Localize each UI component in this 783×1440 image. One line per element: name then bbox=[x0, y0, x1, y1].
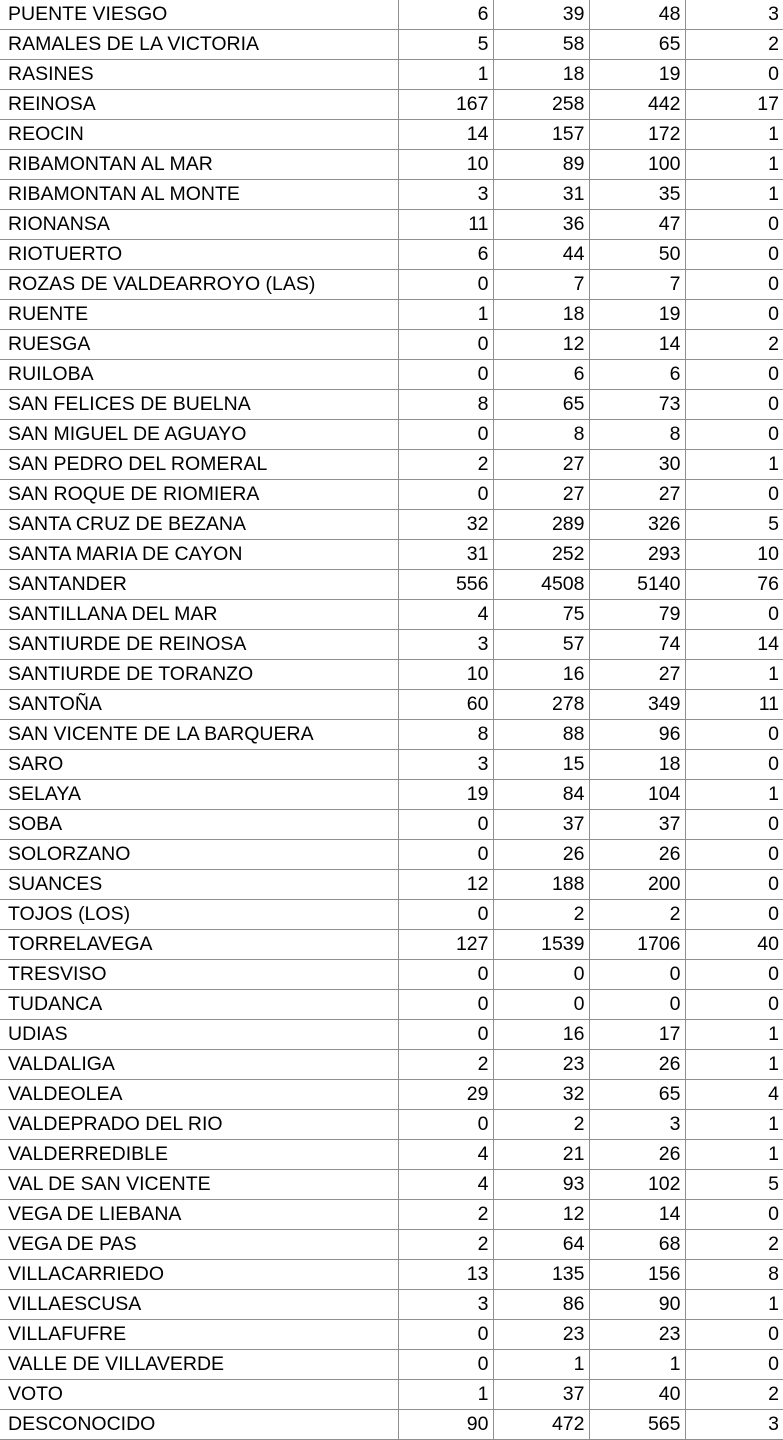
value-cell-col-4[interactable]: 2 bbox=[685, 330, 783, 360]
municipality-cell[interactable]: REINOSA bbox=[0, 90, 398, 120]
value-cell-col-2[interactable]: 37 bbox=[493, 1380, 589, 1410]
value-cell-col-4[interactable]: 4 bbox=[685, 1080, 783, 1110]
value-cell-col-1[interactable]: 3 bbox=[398, 180, 493, 210]
value-cell-col-4[interactable]: 0 bbox=[685, 60, 783, 90]
value-cell-col-2[interactable]: 26 bbox=[493, 840, 589, 870]
value-cell-col-3[interactable]: 48 bbox=[589, 0, 685, 30]
table-row[interactable] bbox=[0, 300, 783, 330]
value-cell-col-4[interactable]: 0 bbox=[685, 900, 783, 930]
municipality-cell[interactable]: VAL DE SAN VICENTE bbox=[0, 1170, 398, 1200]
table-row[interactable] bbox=[0, 1140, 783, 1170]
value-cell-col-2[interactable]: 37 bbox=[493, 810, 589, 840]
value-cell-col-2[interactable]: 278 bbox=[493, 690, 589, 720]
table-row[interactable] bbox=[0, 990, 783, 1020]
value-cell-col-3[interactable]: 26 bbox=[589, 840, 685, 870]
value-cell-col-1[interactable]: 2 bbox=[398, 1050, 493, 1080]
value-cell-col-4[interactable]: 1 bbox=[685, 1020, 783, 1050]
value-cell-col-3[interactable]: 79 bbox=[589, 600, 685, 630]
value-cell-col-3[interactable]: 14 bbox=[589, 330, 685, 360]
value-cell-col-2[interactable]: 252 bbox=[493, 540, 589, 570]
value-cell-col-2[interactable]: 2 bbox=[493, 1110, 589, 1140]
value-cell-col-4[interactable]: 2 bbox=[685, 1230, 783, 1260]
value-cell-col-4[interactable]: 1 bbox=[685, 1050, 783, 1080]
table-row[interactable] bbox=[0, 1200, 783, 1230]
municipality-cell[interactable]: VALLE DE VILLAVERDE bbox=[0, 1350, 398, 1380]
table-row[interactable] bbox=[0, 330, 783, 360]
municipality-cell[interactable]: VALDEPRADO DEL RIO bbox=[0, 1110, 398, 1140]
value-cell-col-3[interactable]: 27 bbox=[589, 480, 685, 510]
municipality-cell[interactable]: VEGA DE PAS bbox=[0, 1230, 398, 1260]
table-row[interactable] bbox=[0, 420, 783, 450]
municipality-cell[interactable]: SANTILLANA DEL MAR bbox=[0, 600, 398, 630]
value-cell-col-1[interactable]: 4 bbox=[398, 600, 493, 630]
value-cell-col-1[interactable]: 6 bbox=[398, 0, 493, 30]
municipality-cell[interactable]: SOLORZANO bbox=[0, 840, 398, 870]
value-cell-col-4[interactable]: 5 bbox=[685, 510, 783, 540]
municipality-cell[interactable]: RIONANSA bbox=[0, 210, 398, 240]
municipality-cell[interactable]: VOTO bbox=[0, 1380, 398, 1410]
value-cell-col-4[interactable]: 0 bbox=[685, 1200, 783, 1230]
value-cell-col-2[interactable]: 12 bbox=[493, 1200, 589, 1230]
value-cell-col-4[interactable]: 0 bbox=[685, 750, 783, 780]
value-cell-col-1[interactable]: 2 bbox=[398, 1200, 493, 1230]
table-row[interactable] bbox=[0, 600, 783, 630]
value-cell-col-2[interactable]: 18 bbox=[493, 60, 589, 90]
value-cell-col-2[interactable]: 27 bbox=[493, 480, 589, 510]
value-cell-col-1[interactable]: 1 bbox=[398, 1380, 493, 1410]
value-cell-col-1[interactable]: 12 bbox=[398, 870, 493, 900]
value-cell-col-2[interactable]: 6 bbox=[493, 360, 589, 390]
value-cell-col-1[interactable]: 167 bbox=[398, 90, 493, 120]
value-cell-col-1[interactable]: 556 bbox=[398, 570, 493, 600]
value-cell-col-3[interactable]: 5140 bbox=[589, 570, 685, 600]
value-cell-col-2[interactable]: 16 bbox=[493, 660, 589, 690]
table-row[interactable] bbox=[0, 480, 783, 510]
value-cell-col-4[interactable]: 0 bbox=[685, 990, 783, 1020]
value-cell-col-3[interactable]: 14 bbox=[589, 1200, 685, 1230]
table-row[interactable] bbox=[0, 900, 783, 930]
value-cell-col-3[interactable]: 27 bbox=[589, 660, 685, 690]
value-cell-col-3[interactable]: 0 bbox=[589, 990, 685, 1020]
value-cell-col-4[interactable]: 3 bbox=[685, 1410, 783, 1440]
value-cell-col-2[interactable]: 472 bbox=[493, 1410, 589, 1440]
value-cell-col-1[interactable]: 3 bbox=[398, 630, 493, 660]
value-cell-col-1[interactable]: 2 bbox=[398, 450, 493, 480]
value-cell-col-1[interactable]: 4 bbox=[398, 1140, 493, 1170]
municipality-cell[interactable]: SUANCES bbox=[0, 870, 398, 900]
table-row[interactable] bbox=[0, 1350, 783, 1380]
value-cell-col-1[interactable]: 0 bbox=[398, 420, 493, 450]
table-row[interactable] bbox=[0, 540, 783, 570]
value-cell-col-3[interactable]: 7 bbox=[589, 270, 685, 300]
table-row[interactable] bbox=[0, 810, 783, 840]
value-cell-col-2[interactable]: 89 bbox=[493, 150, 589, 180]
value-cell-col-2[interactable]: 93 bbox=[493, 1170, 589, 1200]
value-cell-col-2[interactable]: 188 bbox=[493, 870, 589, 900]
value-cell-col-3[interactable]: 102 bbox=[589, 1170, 685, 1200]
value-cell-col-3[interactable]: 326 bbox=[589, 510, 685, 540]
value-cell-col-3[interactable]: 1706 bbox=[589, 930, 685, 960]
value-cell-col-2[interactable]: 7 bbox=[493, 270, 589, 300]
value-cell-col-1[interactable]: 6 bbox=[398, 240, 493, 270]
value-cell-col-3[interactable]: 30 bbox=[589, 450, 685, 480]
table-row[interactable] bbox=[0, 1380, 783, 1410]
value-cell-col-4[interactable]: 1 bbox=[685, 1110, 783, 1140]
value-cell-col-4[interactable]: 5 bbox=[685, 1170, 783, 1200]
value-cell-col-4[interactable]: 0 bbox=[685, 600, 783, 630]
value-cell-col-1[interactable]: 0 bbox=[398, 1110, 493, 1140]
value-cell-col-2[interactable]: 0 bbox=[493, 990, 589, 1020]
value-cell-col-3[interactable]: 96 bbox=[589, 720, 685, 750]
value-cell-col-4[interactable]: 11 bbox=[685, 690, 783, 720]
value-cell-col-1[interactable]: 32 bbox=[398, 510, 493, 540]
value-cell-col-3[interactable]: 565 bbox=[589, 1410, 685, 1440]
value-cell-col-2[interactable]: 1 bbox=[493, 1350, 589, 1380]
value-cell-col-1[interactable]: 0 bbox=[398, 810, 493, 840]
value-cell-col-3[interactable]: 3 bbox=[589, 1110, 685, 1140]
value-cell-col-3[interactable]: 65 bbox=[589, 30, 685, 60]
table-row[interactable] bbox=[0, 840, 783, 870]
value-cell-col-2[interactable]: 31 bbox=[493, 180, 589, 210]
value-cell-col-3[interactable]: 293 bbox=[589, 540, 685, 570]
value-cell-col-1[interactable]: 0 bbox=[398, 1350, 493, 1380]
value-cell-col-3[interactable]: 19 bbox=[589, 60, 685, 90]
value-cell-col-1[interactable]: 8 bbox=[398, 390, 493, 420]
value-cell-col-1[interactable]: 3 bbox=[398, 750, 493, 780]
value-cell-col-4[interactable]: 0 bbox=[685, 390, 783, 420]
value-cell-col-2[interactable]: 58 bbox=[493, 30, 589, 60]
value-cell-col-1[interactable]: 0 bbox=[398, 480, 493, 510]
value-cell-col-4[interactable]: 1 bbox=[685, 1140, 783, 1170]
value-cell-col-3[interactable]: 2 bbox=[589, 900, 685, 930]
value-cell-col-4[interactable]: 1 bbox=[685, 120, 783, 150]
value-cell-col-4[interactable]: 0 bbox=[685, 360, 783, 390]
value-cell-col-1[interactable]: 0 bbox=[398, 330, 493, 360]
municipality-cell[interactable]: RUILOBA bbox=[0, 360, 398, 390]
table-row[interactable] bbox=[0, 450, 783, 480]
value-cell-col-1[interactable]: 1 bbox=[398, 60, 493, 90]
municipality-cell[interactable]: SARO bbox=[0, 750, 398, 780]
table-row[interactable] bbox=[0, 960, 783, 990]
value-cell-col-2[interactable]: 64 bbox=[493, 1230, 589, 1260]
value-cell-col-1[interactable]: 3 bbox=[398, 1290, 493, 1320]
value-cell-col-4[interactable]: 0 bbox=[685, 870, 783, 900]
value-cell-col-2[interactable]: 44 bbox=[493, 240, 589, 270]
value-cell-col-4[interactable]: 0 bbox=[685, 840, 783, 870]
municipality-cell[interactable]: SANTANDER bbox=[0, 570, 398, 600]
value-cell-col-4[interactable]: 8 bbox=[685, 1260, 783, 1290]
value-cell-col-1[interactable]: 0 bbox=[398, 270, 493, 300]
value-cell-col-4[interactable]: 0 bbox=[685, 1350, 783, 1380]
value-cell-col-3[interactable]: 172 bbox=[589, 120, 685, 150]
value-cell-col-4[interactable]: 1 bbox=[685, 1290, 783, 1320]
table-row[interactable] bbox=[0, 90, 783, 120]
table-row[interactable] bbox=[0, 1410, 783, 1440]
value-cell-col-3[interactable]: 104 bbox=[589, 780, 685, 810]
table-row[interactable] bbox=[0, 930, 783, 960]
municipality-cell[interactable]: RIBAMONTAN AL MAR bbox=[0, 150, 398, 180]
municipality-cell[interactable]: TRESVISO bbox=[0, 960, 398, 990]
value-cell-col-3[interactable]: 37 bbox=[589, 810, 685, 840]
table-row[interactable] bbox=[0, 630, 783, 660]
value-cell-col-3[interactable]: 18 bbox=[589, 750, 685, 780]
value-cell-col-3[interactable]: 40 bbox=[589, 1380, 685, 1410]
municipality-cell[interactable]: DESCONOCIDO bbox=[0, 1410, 398, 1440]
table-row[interactable] bbox=[0, 1290, 783, 1320]
value-cell-col-4[interactable]: 0 bbox=[685, 240, 783, 270]
value-cell-col-1[interactable]: 29 bbox=[398, 1080, 493, 1110]
value-cell-col-4[interactable]: 0 bbox=[685, 960, 783, 990]
value-cell-col-1[interactable]: 13 bbox=[398, 1260, 493, 1290]
municipality-cell[interactable]: SOBA bbox=[0, 810, 398, 840]
municipality-cell[interactable]: SAN VICENTE DE LA BARQUERA bbox=[0, 720, 398, 750]
value-cell-col-4[interactable]: 1 bbox=[685, 450, 783, 480]
municipality-cell[interactable]: VILLAFUFRE bbox=[0, 1320, 398, 1350]
value-cell-col-2[interactable]: 27 bbox=[493, 450, 589, 480]
municipality-cell[interactable]: RASINES bbox=[0, 60, 398, 90]
value-cell-col-3[interactable]: 156 bbox=[589, 1260, 685, 1290]
table-row[interactable] bbox=[0, 1260, 783, 1290]
value-cell-col-1[interactable]: 14 bbox=[398, 120, 493, 150]
value-cell-col-2[interactable]: 16 bbox=[493, 1020, 589, 1050]
value-cell-col-1[interactable]: 0 bbox=[398, 1320, 493, 1350]
value-cell-col-4[interactable]: 1 bbox=[685, 780, 783, 810]
table-row[interactable] bbox=[0, 1320, 783, 1350]
table-row[interactable] bbox=[0, 1080, 783, 1110]
value-cell-col-3[interactable]: 442 bbox=[589, 90, 685, 120]
municipality-cell[interactable]: RIBAMONTAN AL MONTE bbox=[0, 180, 398, 210]
value-cell-col-2[interactable]: 12 bbox=[493, 330, 589, 360]
municipality-cell[interactable]: VEGA DE LIEBANA bbox=[0, 1200, 398, 1230]
value-cell-col-4[interactable]: 14 bbox=[685, 630, 783, 660]
municipality-cell[interactable]: TOJOS (LOS) bbox=[0, 900, 398, 930]
municipality-cell[interactable]: SAN ROQUE DE RIOMIERA bbox=[0, 480, 398, 510]
municipality-cell[interactable]: TORRELAVEGA bbox=[0, 930, 398, 960]
municipality-cell[interactable]: VALDALIGA bbox=[0, 1050, 398, 1080]
value-cell-col-1[interactable]: 4 bbox=[398, 1170, 493, 1200]
table-row[interactable] bbox=[0, 660, 783, 690]
value-cell-col-2[interactable]: 88 bbox=[493, 720, 589, 750]
municipality-cell[interactable]: PUENTE VIESGO bbox=[0, 0, 398, 30]
value-cell-col-4[interactable]: 2 bbox=[685, 1380, 783, 1410]
value-cell-col-1[interactable]: 8 bbox=[398, 720, 493, 750]
value-cell-col-1[interactable]: 10 bbox=[398, 150, 493, 180]
municipality-cell[interactable]: UDIAS bbox=[0, 1020, 398, 1050]
table-row[interactable] bbox=[0, 390, 783, 420]
value-cell-col-1[interactable]: 5 bbox=[398, 30, 493, 60]
table-row[interactable] bbox=[0, 1110, 783, 1140]
value-cell-col-1[interactable]: 1 bbox=[398, 300, 493, 330]
municipality-cell[interactable]: RAMALES DE LA VICTORIA bbox=[0, 30, 398, 60]
municipality-cell[interactable]: RUENTE bbox=[0, 300, 398, 330]
value-cell-col-1[interactable]: 127 bbox=[398, 930, 493, 960]
table-row[interactable] bbox=[0, 60, 783, 90]
municipality-cell[interactable]: SAN PEDRO DEL ROMERAL bbox=[0, 450, 398, 480]
table-row[interactable] bbox=[0, 750, 783, 780]
municipality-cell[interactable]: TUDANCA bbox=[0, 990, 398, 1020]
value-cell-col-1[interactable]: 0 bbox=[398, 1020, 493, 1050]
value-cell-col-1[interactable]: 0 bbox=[398, 900, 493, 930]
value-cell-col-4[interactable]: 0 bbox=[685, 480, 783, 510]
value-cell-col-2[interactable]: 15 bbox=[493, 750, 589, 780]
value-cell-col-4[interactable]: 10 bbox=[685, 540, 783, 570]
municipality-cell[interactable]: SAN FELICES DE BUELNA bbox=[0, 390, 398, 420]
value-cell-col-2[interactable]: 258 bbox=[493, 90, 589, 120]
value-cell-col-2[interactable]: 289 bbox=[493, 510, 589, 540]
municipality-cell[interactable]: RUESGA bbox=[0, 330, 398, 360]
table-row[interactable] bbox=[0, 210, 783, 240]
municipality-cell[interactable]: VILLAESCUSA bbox=[0, 1290, 398, 1320]
municipality-cell[interactable]: SAN MIGUEL DE AGUAYO bbox=[0, 420, 398, 450]
value-cell-col-4[interactable]: 3 bbox=[685, 0, 783, 30]
value-cell-col-4[interactable]: 1 bbox=[685, 660, 783, 690]
municipality-cell[interactable]: VILLACARRIEDO bbox=[0, 1260, 398, 1290]
value-cell-col-3[interactable]: 6 bbox=[589, 360, 685, 390]
value-cell-col-3[interactable]: 68 bbox=[589, 1230, 685, 1260]
value-cell-col-3[interactable]: 35 bbox=[589, 180, 685, 210]
table-row[interactable] bbox=[0, 690, 783, 720]
value-cell-col-2[interactable]: 157 bbox=[493, 120, 589, 150]
value-cell-col-3[interactable]: 19 bbox=[589, 300, 685, 330]
value-cell-col-4[interactable]: 0 bbox=[685, 420, 783, 450]
value-cell-col-1[interactable]: 2 bbox=[398, 1230, 493, 1260]
value-cell-col-3[interactable]: 73 bbox=[589, 390, 685, 420]
value-cell-col-4[interactable]: 0 bbox=[685, 210, 783, 240]
value-cell-col-3[interactable]: 349 bbox=[589, 690, 685, 720]
value-cell-col-2[interactable]: 4508 bbox=[493, 570, 589, 600]
table-row[interactable] bbox=[0, 0, 783, 30]
value-cell-col-3[interactable]: 47 bbox=[589, 210, 685, 240]
table-row[interactable] bbox=[0, 780, 783, 810]
table-row[interactable] bbox=[0, 570, 783, 600]
table-row[interactable] bbox=[0, 1020, 783, 1050]
value-cell-col-3[interactable]: 65 bbox=[589, 1080, 685, 1110]
value-cell-col-2[interactable]: 32 bbox=[493, 1080, 589, 1110]
value-cell-col-3[interactable]: 0 bbox=[589, 960, 685, 990]
municipality-cell[interactable]: REOCIN bbox=[0, 120, 398, 150]
value-cell-col-3[interactable]: 100 bbox=[589, 150, 685, 180]
value-cell-col-2[interactable]: 21 bbox=[493, 1140, 589, 1170]
value-cell-col-2[interactable]: 23 bbox=[493, 1050, 589, 1080]
value-cell-col-2[interactable]: 57 bbox=[493, 630, 589, 660]
value-cell-col-2[interactable]: 84 bbox=[493, 780, 589, 810]
value-cell-col-3[interactable]: 200 bbox=[589, 870, 685, 900]
value-cell-col-3[interactable]: 17 bbox=[589, 1020, 685, 1050]
municipality-cell[interactable]: SANTA MARIA DE CAYON bbox=[0, 540, 398, 570]
value-cell-col-1[interactable]: 31 bbox=[398, 540, 493, 570]
value-cell-col-1[interactable]: 0 bbox=[398, 840, 493, 870]
table-row[interactable] bbox=[0, 180, 783, 210]
value-cell-col-4[interactable]: 2 bbox=[685, 30, 783, 60]
value-cell-col-3[interactable]: 26 bbox=[589, 1050, 685, 1080]
value-cell-col-2[interactable]: 39 bbox=[493, 0, 589, 30]
value-cell-col-3[interactable]: 90 bbox=[589, 1290, 685, 1320]
municipality-cell[interactable]: SANTA CRUZ DE BEZANA bbox=[0, 510, 398, 540]
value-cell-col-2[interactable]: 86 bbox=[493, 1290, 589, 1320]
table-row[interactable] bbox=[0, 870, 783, 900]
value-cell-col-4[interactable]: 40 bbox=[685, 930, 783, 960]
municipality-cell[interactable]: SELAYA bbox=[0, 780, 398, 810]
municipality-cell[interactable]: VALDERREDIBLE bbox=[0, 1140, 398, 1170]
table-row[interactable] bbox=[0, 1230, 783, 1260]
table-row[interactable] bbox=[0, 120, 783, 150]
value-cell-col-2[interactable]: 135 bbox=[493, 1260, 589, 1290]
value-cell-col-4[interactable]: 0 bbox=[685, 1320, 783, 1350]
municipality-cell[interactable]: SANTIURDE DE REINOSA bbox=[0, 630, 398, 660]
value-cell-col-2[interactable]: 8 bbox=[493, 420, 589, 450]
value-cell-col-4[interactable]: 1 bbox=[685, 150, 783, 180]
value-cell-col-2[interactable]: 36 bbox=[493, 210, 589, 240]
table-row[interactable] bbox=[0, 150, 783, 180]
table-row[interactable] bbox=[0, 720, 783, 750]
table-row[interactable] bbox=[0, 270, 783, 300]
table-row[interactable] bbox=[0, 240, 783, 270]
value-cell-col-4[interactable]: 0 bbox=[685, 810, 783, 840]
table-row[interactable] bbox=[0, 1050, 783, 1080]
value-cell-col-4[interactable]: 0 bbox=[685, 720, 783, 750]
value-cell-col-3[interactable]: 26 bbox=[589, 1140, 685, 1170]
municipality-cell[interactable]: RIOTUERTO bbox=[0, 240, 398, 270]
municipality-cell[interactable]: SANTOÑA bbox=[0, 690, 398, 720]
table-row[interactable] bbox=[0, 510, 783, 540]
value-cell-col-4[interactable]: 0 bbox=[685, 300, 783, 330]
value-cell-col-2[interactable]: 18 bbox=[493, 300, 589, 330]
table-row[interactable] bbox=[0, 360, 783, 390]
value-cell-col-1[interactable]: 11 bbox=[398, 210, 493, 240]
value-cell-col-3[interactable]: 8 bbox=[589, 420, 685, 450]
value-cell-col-4[interactable]: 0 bbox=[685, 270, 783, 300]
value-cell-col-2[interactable]: 75 bbox=[493, 600, 589, 630]
value-cell-col-3[interactable]: 74 bbox=[589, 630, 685, 660]
value-cell-col-3[interactable]: 50 bbox=[589, 240, 685, 270]
value-cell-col-1[interactable]: 0 bbox=[398, 990, 493, 1020]
value-cell-col-3[interactable]: 1 bbox=[589, 1350, 685, 1380]
value-cell-col-2[interactable]: 2 bbox=[493, 900, 589, 930]
value-cell-col-1[interactable]: 60 bbox=[398, 690, 493, 720]
municipality-cell[interactable]: VALDEOLEA bbox=[0, 1080, 398, 1110]
value-cell-col-4[interactable]: 76 bbox=[685, 570, 783, 600]
value-cell-col-3[interactable]: 23 bbox=[589, 1320, 685, 1350]
value-cell-col-1[interactable]: 19 bbox=[398, 780, 493, 810]
municipality-cell[interactable]: SANTIURDE DE TORANZO bbox=[0, 660, 398, 690]
value-cell-col-2[interactable]: 0 bbox=[493, 960, 589, 990]
value-cell-col-2[interactable]: 23 bbox=[493, 1320, 589, 1350]
value-cell-col-2[interactable]: 1539 bbox=[493, 930, 589, 960]
value-cell-col-1[interactable]: 0 bbox=[398, 960, 493, 990]
value-cell-col-4[interactable]: 1 bbox=[685, 180, 783, 210]
value-cell-col-1[interactable]: 90 bbox=[398, 1410, 493, 1440]
value-cell-col-4[interactable]: 17 bbox=[685, 90, 783, 120]
value-cell-col-1[interactable]: 0 bbox=[398, 360, 493, 390]
table-row[interactable] bbox=[0, 30, 783, 60]
municipality-cell[interactable]: ROZAS DE VALDEARROYO (LAS) bbox=[0, 270, 398, 300]
value-cell-col-1[interactable]: 10 bbox=[398, 660, 493, 690]
table-row[interactable] bbox=[0, 1170, 783, 1200]
value-cell-col-2[interactable]: 65 bbox=[493, 390, 589, 420]
